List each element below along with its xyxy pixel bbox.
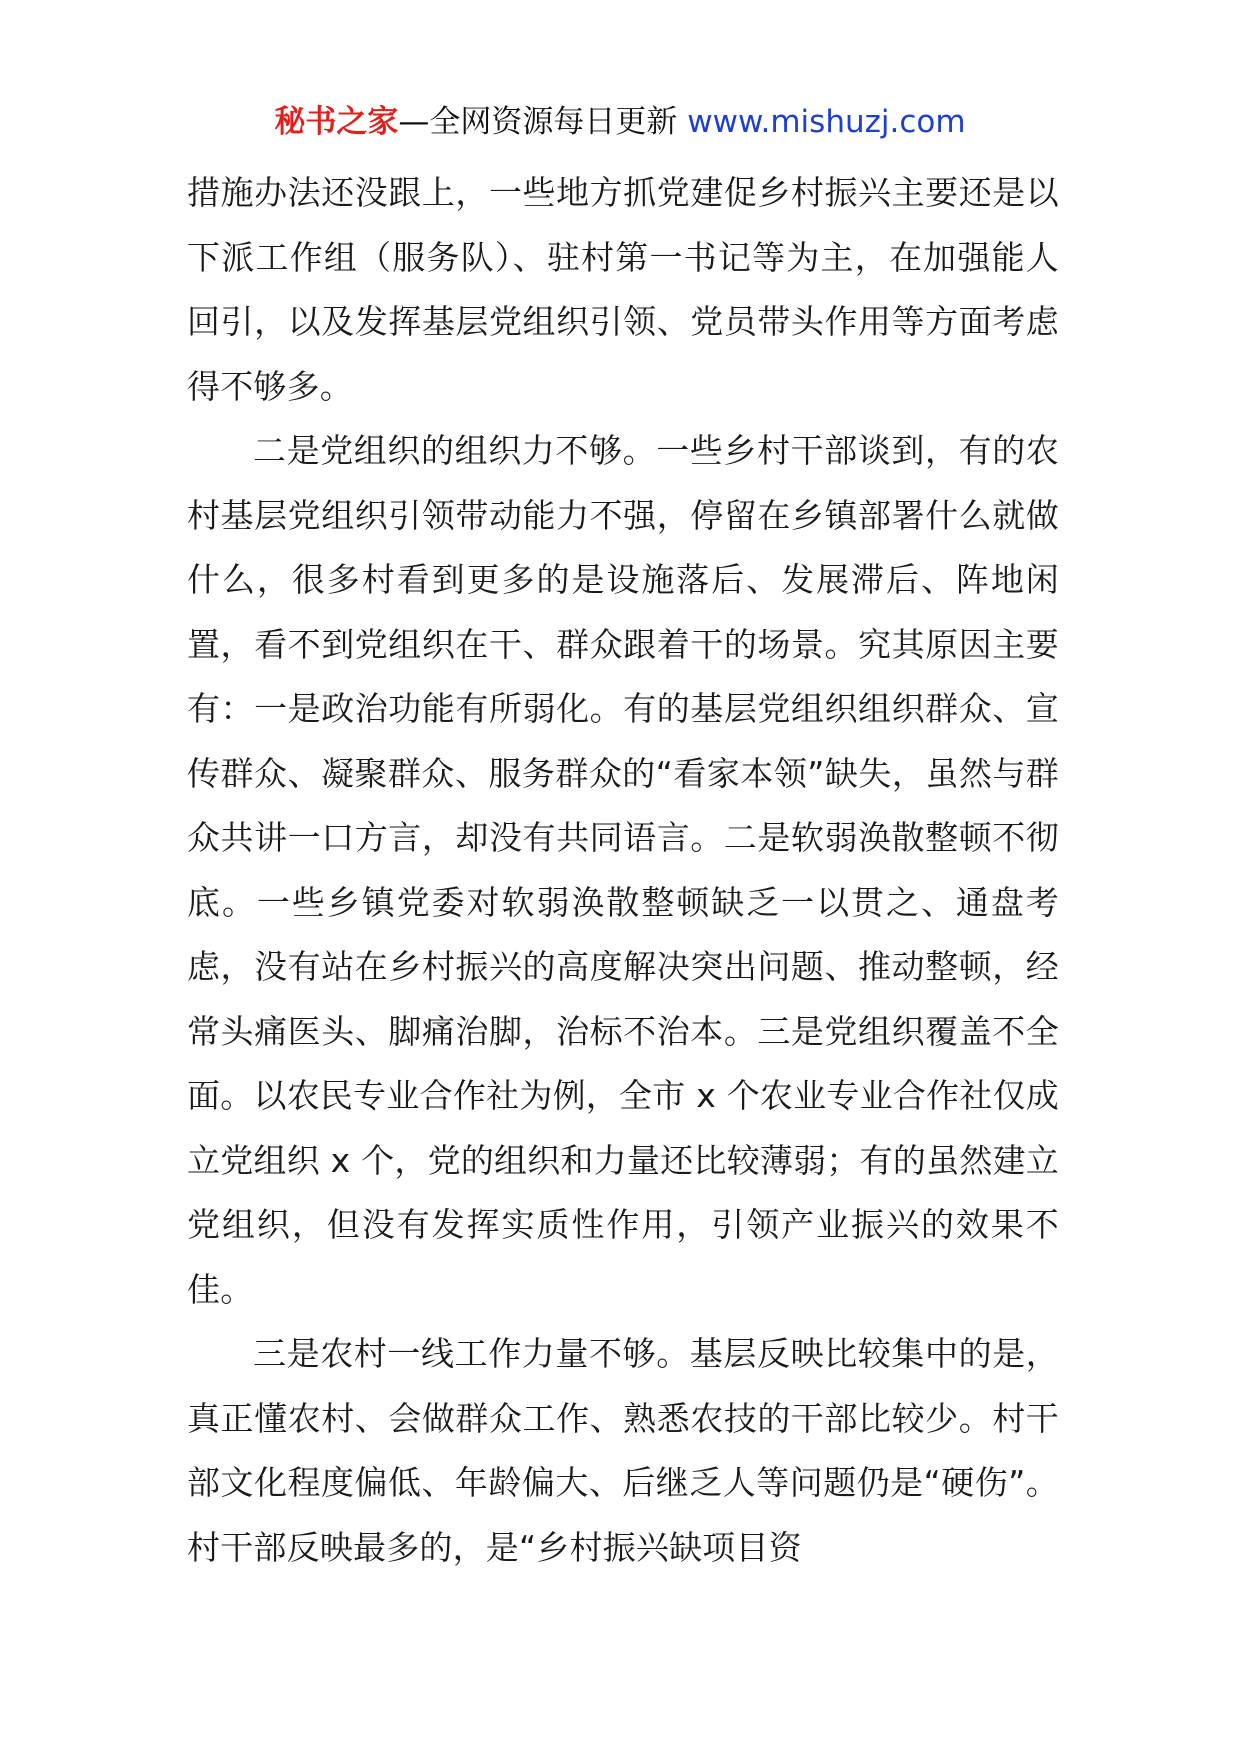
header-tagline: —全网资源每日更新 xyxy=(398,104,678,140)
page-header xyxy=(0,100,1240,144)
paragraph-continuation: 措施办法还没跟上，一些地方抓党建促乡村振兴主要还是以下派工作组（服务队）、驻村第一书记等为主，在加强能人回引，以及发挥基层党组织引领、党员带头作用等方面考虑得不够多。 xyxy=(187,173,1059,406)
brand-name: 秘书之家 xyxy=(274,104,399,140)
header-url-link[interactable]: www.mishuzj.com xyxy=(687,104,966,140)
paragraph-workforce: 三是农村一线工作力量不够。基层反映比较集中的是，真正懂农村、会做群众工作、熟悉农技的干部比较少。村干部文化程度偏低、年龄偏大、后继乏人等问题仍是“硬伤”。村干部反映最多的，是“乡村振兴缺项目资 xyxy=(187,1334,1059,1567)
document-body xyxy=(187,161,1059,1580)
paragraph-organization-capacity: 二是党组织的组织力不够。一些乡村干部谈到，有的农村基层党组织引领带动能力不强，停留在乡镇部署什么就做什么，很多村看到更多的是设施落后、发展滞后、阵地闲置，看不到党组织在干、群众跟着干的场景。究其原因主要有：一是政治功能有所弱化。有的基层党组织组织群众、宣传群众、凝聚群众、服务群众的“看家本领”缺失，虽然与群众共讲一口方言，却没有共同语言。二是软弱涣散整顿不彻底。一些乡镇党委对软弱涣散整顿缺乏一以贯之、通盘考虑，没有站在乡村振兴的高度解决突出问题、推动整顿，经常头痛医头、脚痛治脚，治标不治本。三是党组织覆盖不全面。以农民专业合作社为例，全市 x 个农业专业合作社仅成立党组织 x 个，党的组织和力量还比较薄弱；有的虽然建立党组织，但没有发挥实质性作用，引领产业振兴的效果不佳。 xyxy=(187,431,1059,1309)
